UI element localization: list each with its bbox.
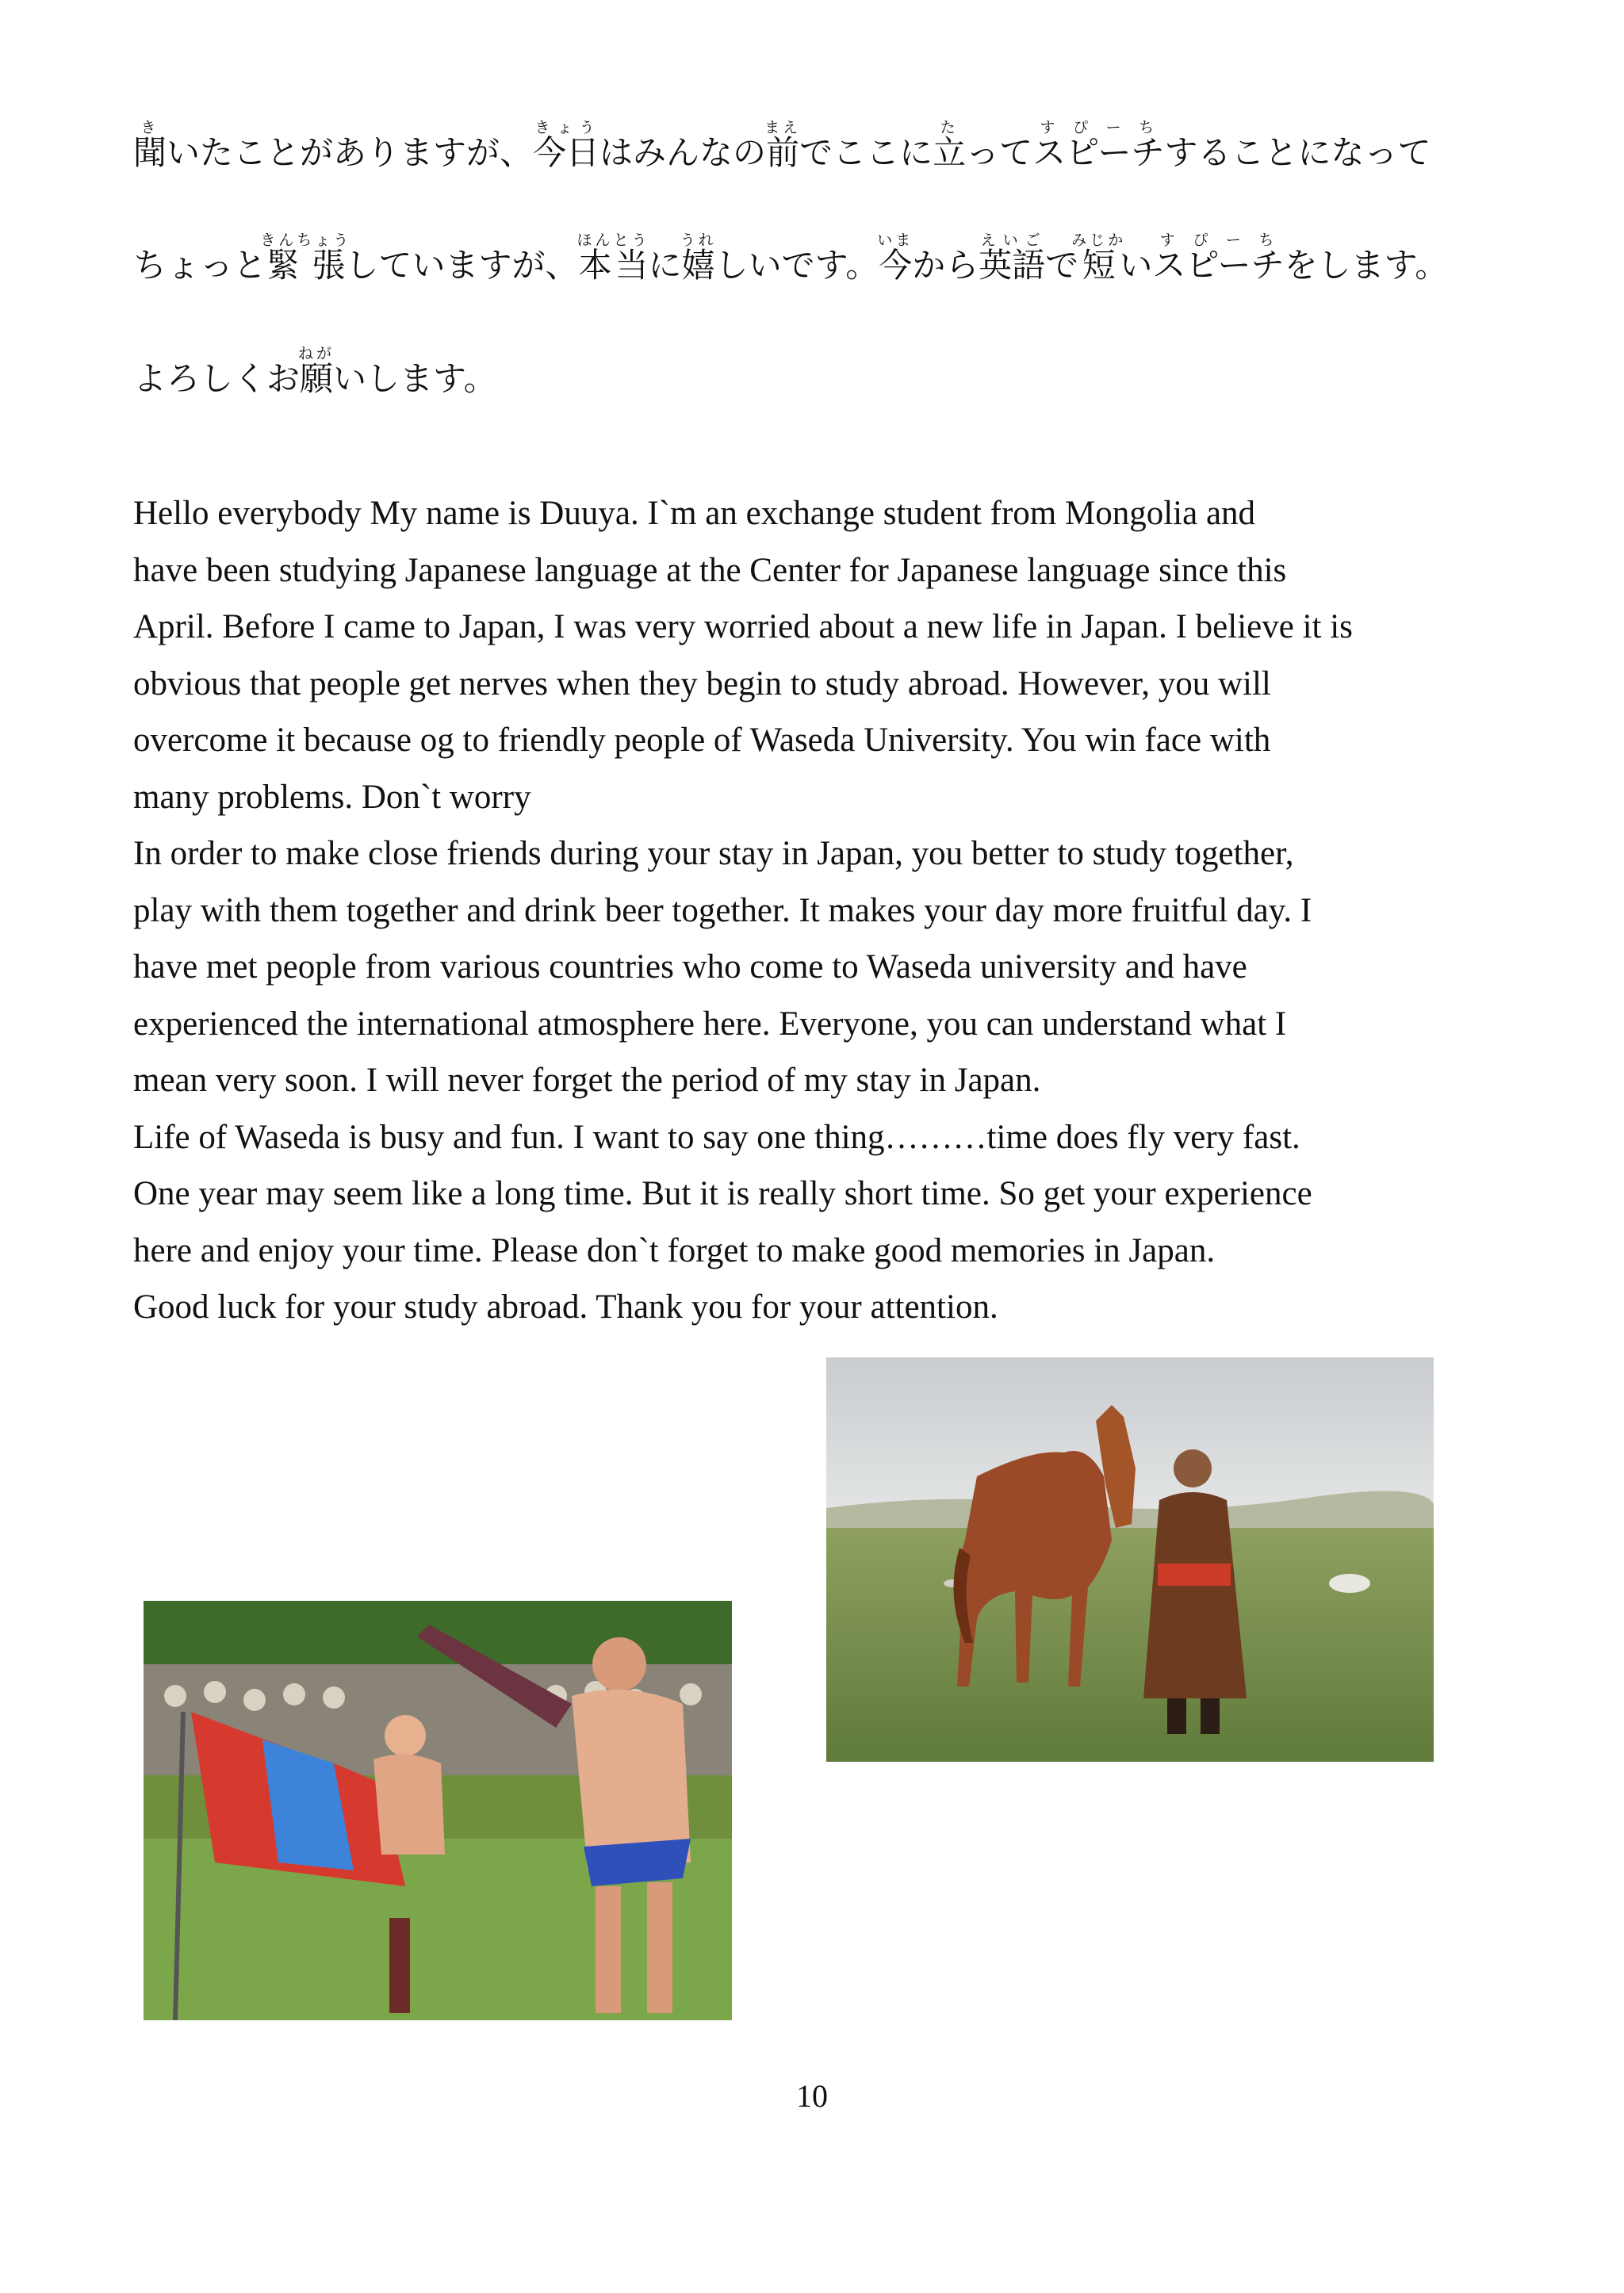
speech-line: Good luck for your study abroad. Thank you for your attention. xyxy=(133,1288,998,1326)
japanese-text: から xyxy=(912,246,979,285)
speech-line: have been studying Japanese language at the Center for Japanese language since this xyxy=(133,551,1287,589)
speech-line: mean very soon. I will never forget the period of my stay in Japan. xyxy=(133,1062,1041,1099)
furigana-word: 短みじか xyxy=(1071,232,1127,285)
english-speech xyxy=(133,485,1497,1336)
japanese-line-2 xyxy=(133,232,1497,285)
horse-photo xyxy=(826,1357,1434,1762)
japanese-text: で xyxy=(1045,246,1079,285)
furigana-reading: えいご xyxy=(979,232,1046,249)
furigana-word: 緊張きんちょう xyxy=(260,232,352,285)
speech-line: here and enjoy your time. Please don`t forget to make good memories in Japan. xyxy=(133,1231,1216,1269)
furigana-reading: た xyxy=(933,119,967,136)
furigana-word: 前まえ xyxy=(764,119,802,172)
japanese-text: しいです。 xyxy=(714,246,879,285)
japanese-text: することになって xyxy=(1164,133,1431,172)
furigana-word: 本当ほんとう xyxy=(576,232,650,285)
furigana-word: 聞き xyxy=(133,119,167,172)
furigana-word: 願ねが xyxy=(298,345,335,398)
japanese-text: ちょっと xyxy=(133,246,267,285)
furigana-word: 今いま xyxy=(877,232,914,285)
wrestling-photo xyxy=(144,1601,732,2020)
speech-line: have met people from various countries who come to Waseda university and have xyxy=(133,948,1247,986)
furigana-reading: みじか xyxy=(1071,232,1127,249)
japanese-line-3 xyxy=(133,345,1497,396)
furigana-reading: すぴーち xyxy=(1032,119,1165,136)
furigana-reading: き xyxy=(133,119,167,136)
speech-line: April. Before I came to Japan, I was very worried about a new life in Japan. I believe it is xyxy=(133,608,1353,645)
furigana-reading: きょう xyxy=(533,119,600,136)
page-number: 10 xyxy=(796,2078,828,2114)
japanese-text: でここに xyxy=(799,133,933,172)
japanese-text: い xyxy=(1119,246,1153,285)
japanese-text: に xyxy=(648,246,682,285)
speech-line: Life of Waseda is busy and fun. I want to say one thing………time does fly very fast. xyxy=(133,1118,1300,1156)
speech-line: overcome it because og to friendly people of Waseda University. You win face with xyxy=(133,722,1271,759)
furigana-word: 今日きょう xyxy=(533,119,600,172)
furigana-word: 立た xyxy=(933,119,967,172)
japanese-line-1 xyxy=(133,119,1497,170)
furigana-word: 英語えいご xyxy=(979,232,1046,285)
furigana-reading: ほんとう xyxy=(576,232,650,249)
japanese-text: をします。 xyxy=(1284,246,1449,285)
japanese-text: いたことがありますが、 xyxy=(167,133,534,172)
furigana-reading: ねが xyxy=(298,345,335,362)
furigana-word: 嬉うれ xyxy=(680,232,717,285)
furigana-reading: いま xyxy=(877,232,914,249)
furigana-reading: うれ xyxy=(680,232,717,249)
furigana-reading: きんちょう xyxy=(260,232,352,249)
japanese-text: いします。 xyxy=(333,359,497,398)
speech-line: experienced the international atmosphere here. Everyone, you can understand what I xyxy=(133,1005,1287,1043)
japanese-text: はみんなの xyxy=(599,133,767,172)
furigana-reading: まえ xyxy=(764,119,802,136)
speech-line: play with them together and drink beer together. It makes your day more fruitful day. I xyxy=(133,891,1312,929)
japanese-text: って xyxy=(966,133,1033,172)
furigana-reading: すぴーち xyxy=(1152,232,1285,249)
japanese-text: していますが、 xyxy=(345,246,579,285)
speech-line: obvious that people get nerves when they begin to study abroad. However, you will xyxy=(133,664,1271,702)
furigana-word: スピーチすぴーち xyxy=(1032,119,1165,172)
furigana-word: スピーチすぴーち xyxy=(1152,232,1285,285)
speech-line: Hello everybody My name is Duuya. I`m an exchange student from Mongolia and xyxy=(133,495,1256,532)
speech-line: many problems. Don`t worry xyxy=(133,778,531,816)
japanese-text: よろしくお xyxy=(133,359,301,398)
speech-line: In order to make close friends during your stay in Japan, you better to study together, xyxy=(133,835,1294,872)
speech-line: One year may seem like a long time. But it is really short time. So get your experience xyxy=(133,1175,1312,1212)
